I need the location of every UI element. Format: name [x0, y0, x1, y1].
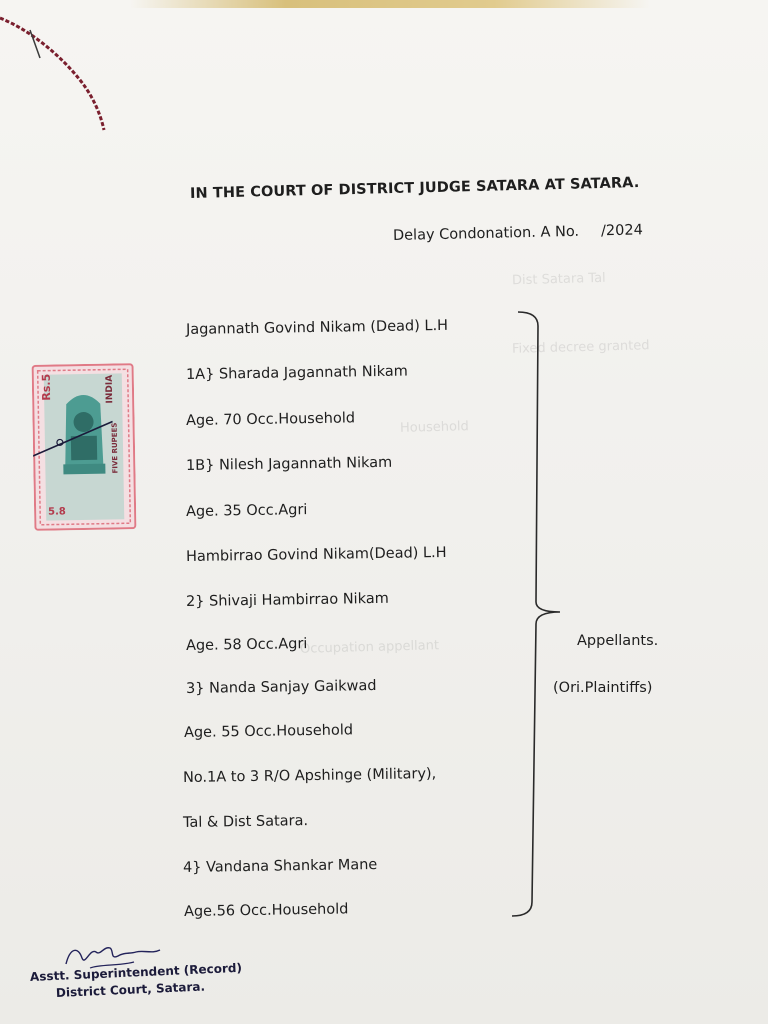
case-number	[393, 221, 693, 244]
party-line: Age. 58 Occ.Agri	[185, 636, 308, 654]
party-line: Age. 35 Occ.Agri	[185, 502, 308, 520]
bleed-through-text: Household	[399, 419, 469, 436]
bleed-through-text: Dist Satara Tal	[511, 270, 606, 289]
court-title: IN THE COURT OF DISTRICT JUDGE SATARA AT SATARA.	[189, 175, 640, 202]
seal-designation: Asstt. Superintendent (Record)	[29, 960, 243, 984]
party-line: Tal & Dist Satara.	[182, 813, 309, 831]
party-line: No.1A to 3 R/O Apshinge (Military),	[182, 766, 437, 786]
party-line: 1A} Sharada Jagannath Nikam	[185, 363, 408, 383]
party-role-note: (Ori.Plaintiffs)	[553, 680, 653, 696]
svg-text:Rs.5: Rs.5	[39, 373, 54, 401]
party-line: 4} Vandana Shankar Mane	[182, 856, 378, 876]
case-prefix: Delay Condonation. A No.	[392, 223, 580, 244]
svg-text:FIVE RUPEES: FIVE RUPEES	[110, 422, 120, 474]
seal-office: District Court, Satara.	[55, 979, 206, 1000]
paper-edge	[130, 0, 650, 8]
party-line: Age.56 Occ.Household	[183, 901, 349, 920]
bleed-through-text: Occupation appellant	[299, 638, 440, 657]
case-year: /2024	[600, 222, 644, 240]
party-role: Appellants.	[577, 633, 659, 649]
party-line: Age. 55 Occ.Household	[183, 722, 354, 741]
bleed-through-text: Fixed decree granted	[511, 338, 650, 357]
party-line: Hambirrao Govind Nikam(Dead) L.H	[185, 544, 447, 565]
party-line: 1B} Nilesh Jagannath Nikam	[185, 454, 393, 474]
party-line: 3} Nanda Sanjay Gaikwad	[185, 678, 377, 697]
party-line: Age. 70 Occ.Household	[185, 410, 356, 429]
binding-thread	[0, 0, 130, 140]
court-fee-stamp	[32, 363, 137, 531]
svg-text:5.8: 5.8	[48, 506, 66, 518]
svg-text:INDIA: INDIA	[104, 374, 116, 404]
party-line: Jagannath Govind Nikam (Dead) L.H	[185, 317, 449, 338]
party-bracket	[500, 306, 570, 921]
party-line: 2} Shivaji Hambirrao Nikam	[185, 590, 389, 610]
